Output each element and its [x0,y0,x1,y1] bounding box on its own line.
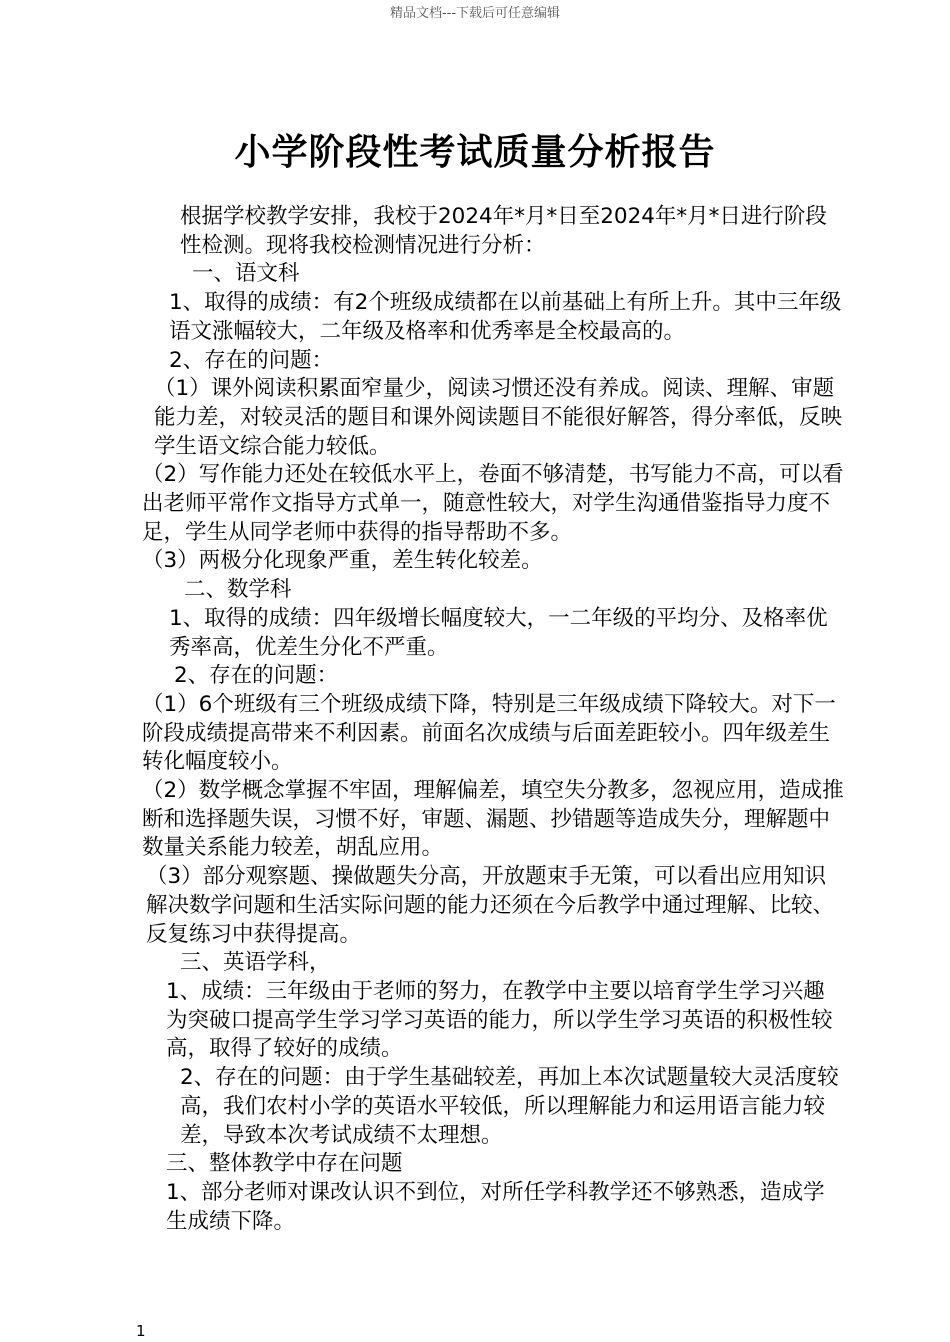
section-heading-overall: 三、整体教学中存在问题 [166,1151,403,1177]
math-problem-3: （3）部分观察题、操做题失分高，开放题束手无策，可以看出应用知识解决数学问题和生活实际问题的能力还须在今后教学中通过理解、比较、反复练习中获得提高。 [146,864,835,947]
section-heading-chinese: 一、语文科 [192,261,300,287]
document-body [106,203,846,1236]
section-heading-math: 二、数学科 [184,577,292,603]
math-problem-2: （2）数学概念掌握不牢固，理解偏差，填空失分教多，忽视应用，造成推断和选择题失误，习惯不好，审题、漏题、抄错题等造成失分，理解题中数量关系能力较差，胡乱应用。 [142,778,844,861]
math-problem-1: （1）6个班级有三个班级成绩下降，特别是三年级成绩下降较大。对下一阶段成绩提高带来不利因素。前面名次成绩与后面差距较小。四年级差生转化幅度较小。 [142,691,836,775]
intro-paragraph: 根据学校教学安排，我校于2024年*月*日至2024年*月*日进行阶段性检测。现将我校检测情况进行分析： [180,204,827,258]
document-title: 小学阶段性考试质量分析报告 [234,132,716,173]
chinese-problem-2: （2）写作能力还处在较低水平上，卷面不够清楚，书写能力不高，可以看出老师平常作文指导方式单一，随意性较大，对学生沟通借鉴指导力度不足，学生从同学老师中获得的指导帮助不多。 [142,462,844,545]
english-achievements: 1、成绩：三年级由于老师的努力，在教学中主要以培育学生学习兴趣为突破口提高学生学习学习英语的能力，所以学生学习英语的积极性较高，取得了较好的成绩。 [166,978,833,1062]
overall-problem-1: 1、部分老师对课改认识不到位，对所任学科教学还不够熟悉，造成学生成绩下降。 [166,1179,825,1234]
header-note: 精品文档---下载后可任意编辑 [389,6,561,21]
chinese-problems-heading: 2、存在的问题： [169,347,334,373]
section-heading-english: 三、英语学科， [180,950,331,976]
chinese-problem-3: （3）两极分化现象严重，差生转化较差。 [142,548,543,574]
chinese-achievements: 1、取得的成绩：有2个班级成绩都在以前基础上有所上升。其中三年级语文涨幅较大，二年级及格率和优秀率是全校最高的。 [169,290,842,344]
chinese-problem-1: （1）课外阅读积累面窄量少，阅读习惯还没有养成。阅读、理解、审题能力差，对较灵活的题目和课外阅读题目不能很好解答，得分率低，反映学生语文综合能力较低。 [154,376,843,459]
english-problems: 2、存在的问题：由于学生基础较差，再加上本次试题量较大灵活度较高，我们农村小学的英语水平较低，所以理解能力和运用语言能力较差，导致本次考试成绩不太理想。 [180,1065,839,1148]
math-problems-heading: 2、存在的问题： [174,663,339,689]
math-achievements: 1、取得的成绩：四年级增长幅度较大，一二年级的平均分、及格率优秀率高，优差生分化不严重。 [169,605,828,660]
page-number: 1 [136,1322,146,1340]
